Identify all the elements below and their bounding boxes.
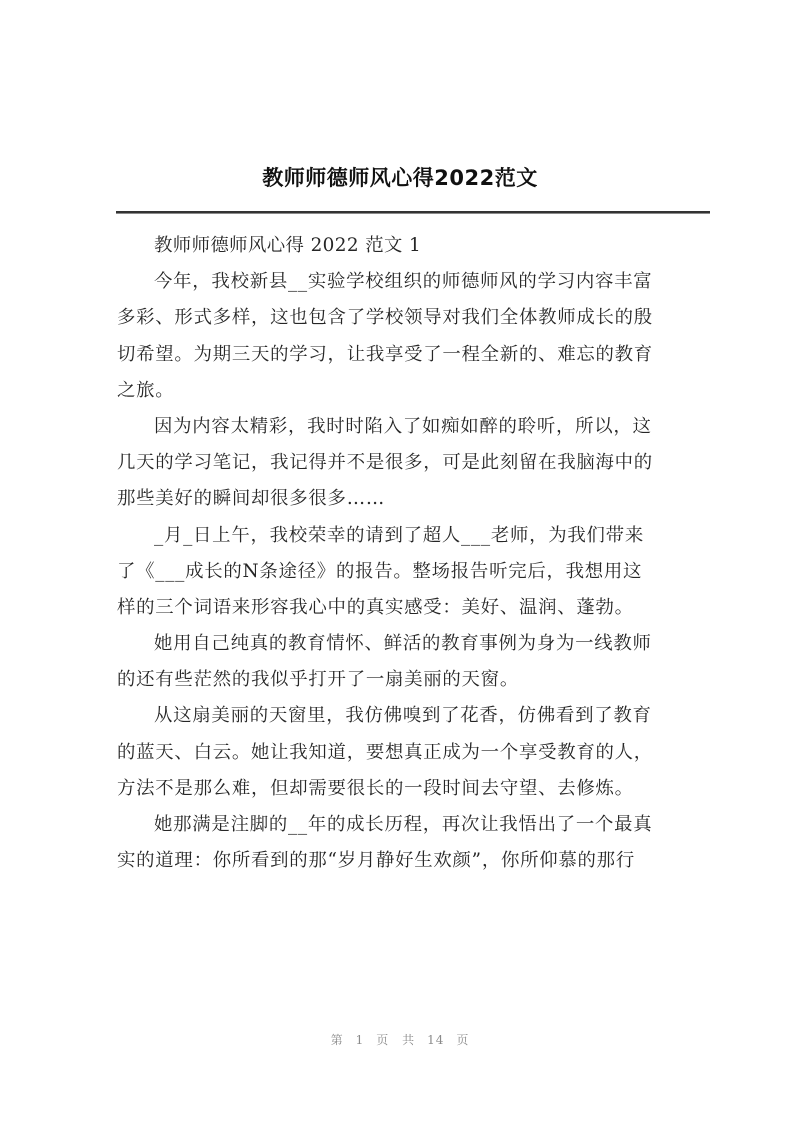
text-line: 的还有些茫然的我似乎打开了一扇美丽的天窗。 xyxy=(117,669,519,691)
text-line: 切希望。为期三天的学习，让我享受了一程全新的、难忘的教育 xyxy=(117,343,653,365)
text-line: 那些美好的瞬间却很多很多…… xyxy=(117,488,385,510)
footer-current-page: 1 xyxy=(355,1033,365,1047)
text-line: 她用自己纯真的教育情怀、鲜活的教育事例为身为一线教师 xyxy=(154,633,652,655)
footer-prefix: 第 xyxy=(330,1033,344,1047)
paragraph-lines xyxy=(117,268,709,883)
text-line: 之旅。 xyxy=(117,379,175,401)
text-line: 多彩、形式多样，这也包含了学校领导对我们全体教师成长的殷 xyxy=(117,307,653,329)
text-line: 她那满是注脚的__年的成长历程，再次让我悟出了一个最真 xyxy=(154,814,653,835)
footer-total-pages: 14 xyxy=(427,1033,445,1047)
footer-suffix: 页 xyxy=(456,1033,470,1047)
title-divider xyxy=(116,211,710,214)
text-line: 样的三个词语来形容我心中的真实感受：美好、温润、蓬勃。 xyxy=(117,596,634,618)
text-line: 从这扇美丽的天窗里，我仿佛嗅到了花香，仿佛看到了教育 xyxy=(154,705,652,727)
section-subtitle: 教师师德师风心得 2022 范文 1 xyxy=(154,235,422,256)
document-body xyxy=(117,232,709,883)
text-line: 今年，我校新县__实验学校组织的师德师风的学习内容丰富 xyxy=(154,271,653,293)
text-line: 的蓝天、白云。她让我知道，要想真正成为一个享受教育的人， xyxy=(117,741,653,763)
text-line: 因为内容太精彩，我时时陷入了如痴如醉的聆听，所以，这 xyxy=(154,415,652,437)
document-title: 教师师德师风心得2022范文 xyxy=(262,166,538,190)
text-line: 方法不是那么难，但却需要很长的一段时间去守望、去修炼。 xyxy=(117,777,634,799)
text-line: 实的道理：你所看到的那“岁月静好生欢颜”，你所仰慕的那行 xyxy=(117,850,635,872)
text-line: _月_日上午，我校荣幸的请到了超人___老师，为我们带来 xyxy=(154,524,644,546)
page-footer xyxy=(0,1031,800,1048)
text-line: 几天的学习笔记，我记得并不是很多，可是此刻留在我脑海中的 xyxy=(117,452,653,474)
footer-middle: 页 共 xyxy=(376,1033,416,1047)
text-line: 了《___成长的N条途径》的报告。整场报告听完后，我想用这 xyxy=(117,560,643,582)
